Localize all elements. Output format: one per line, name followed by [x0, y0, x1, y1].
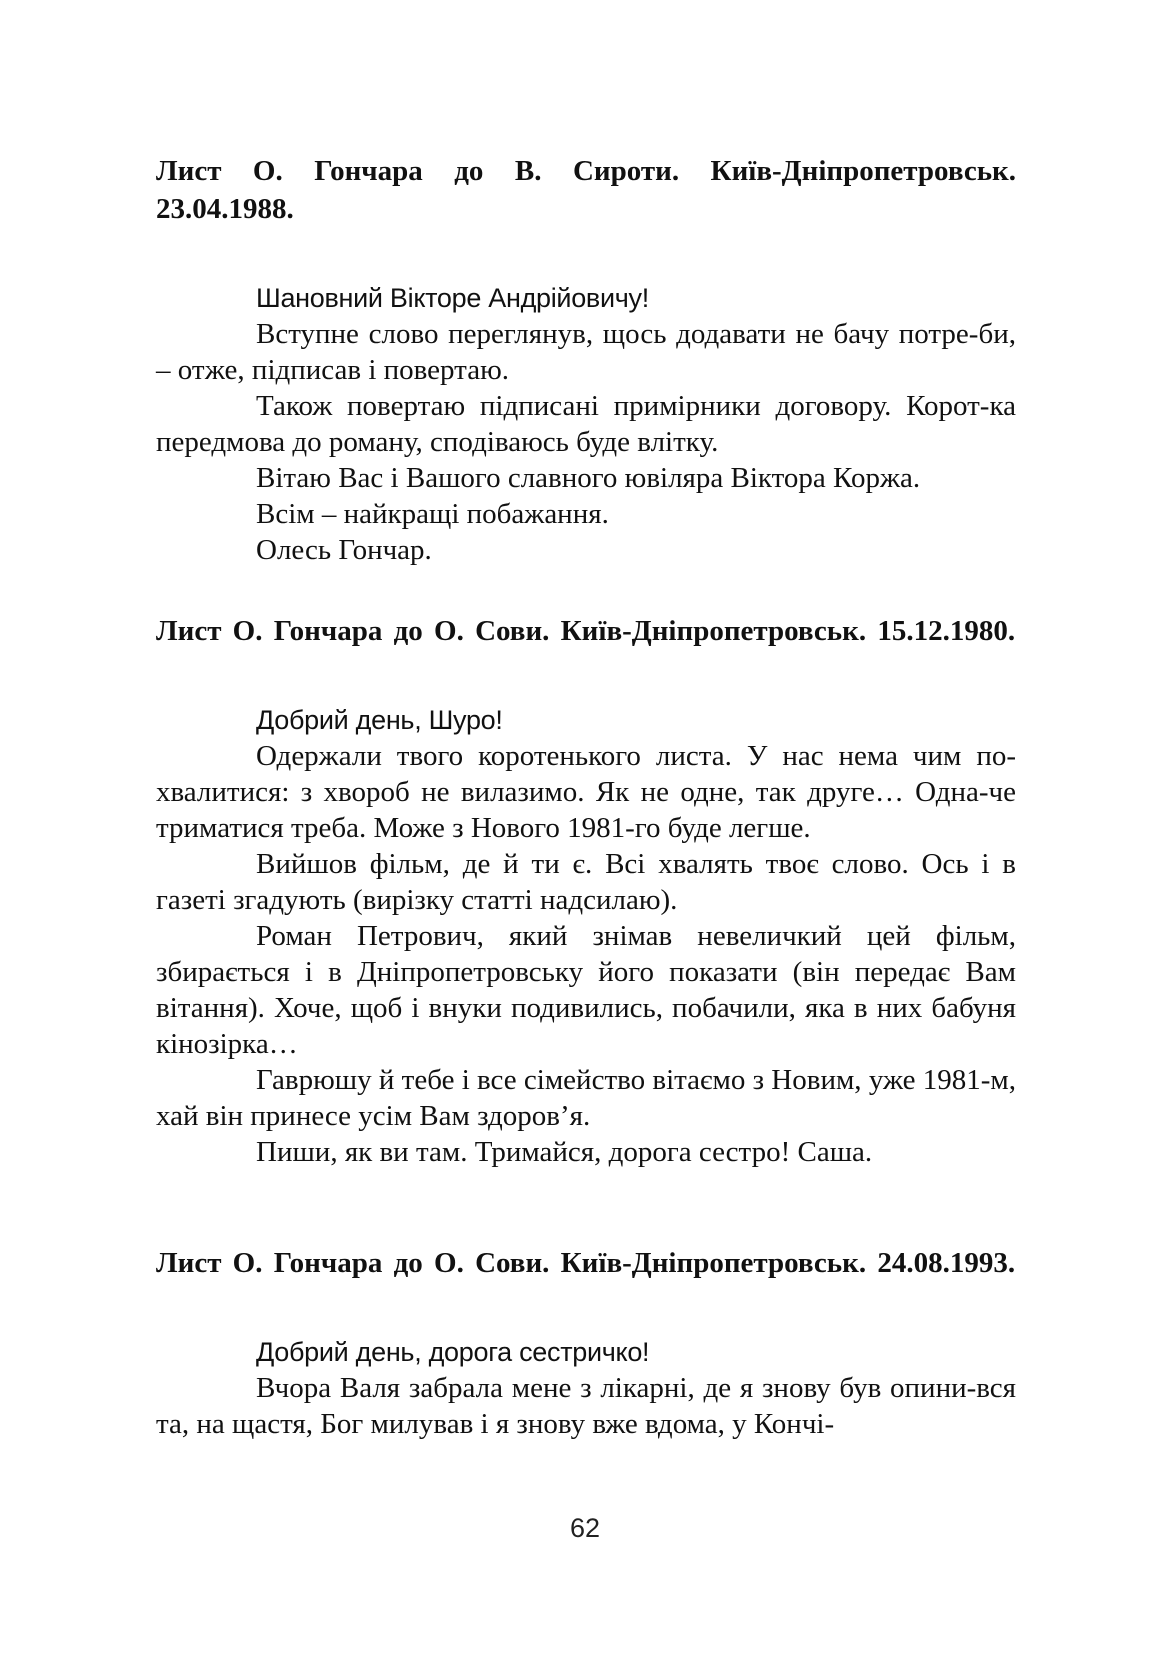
page-number: 62 — [569, 1513, 601, 1543]
letter-signature: Олесь Гончар. — [256, 534, 432, 566]
letter-paragraph: Вчора Валя забрала мене з лікарні, де я знову був опини-вся та, на щастя, Бог милував і я знову вже вдома, у Кончі- — [156, 1372, 1016, 1440]
document-page — [156, 0, 1016, 1654]
letter-heading: Лист О. Гончара до О. Сови. Київ-Дніпропетровськ. 15.12.1980. — [156, 615, 1016, 647]
letter-paragraph: Вступне слово переглянув, щось додавати не бачу потре-би, – отже, підписав і повертаю. — [156, 318, 1016, 386]
letter-body — [156, 702, 1016, 1170]
letter-greeting: Добрий день, дорога сестричко! — [256, 1337, 650, 1367]
letter-paragraph: Роман Петрович, який знімав невеличкий цей фільм, збирається і в Дніпропетровську його показати (він передає Вам вітання). Хоче, щоб і внуки подивились, побачили, яка в них бабуня кінозірка… — [156, 920, 1016, 1060]
letter-paragraph: Одержали твого коротенького листа. У нас нема чим по-хвалитися: з хвороб не вилазимо. Як не одне, так друге… Одна-че триматися треба. Може з Нового 1981-го буде легше. — [156, 740, 1016, 844]
letter-body — [156, 1334, 1016, 1442]
letter-paragraph: Вийшов фільм, де й ти є. Всі хвалять твоє слово. Ось і в газеті згадують (вирізку статті надсилаю). — [156, 848, 1016, 916]
letter-paragraph: Також повертаю підписані примірники договору. Корот-ка передмова до роману, сподіваюсь буде влітку. — [156, 390, 1016, 458]
letter-greeting: Добрий день, Шуро! — [256, 705, 503, 735]
letter-body — [156, 280, 1016, 568]
letter-paragraph: Гаврюшу й тебе і все сімейство вітаємо з Новим, уже 1981-м, хай він принесе усім Вам здоров’я. — [156, 1064, 1016, 1132]
letter-paragraph: Всім – найкращі побажання. — [256, 498, 609, 530]
letter-sova-1993 — [156, 1244, 1016, 1442]
letter-greeting: Шановний Вікторе Андрійовичу! — [256, 283, 649, 313]
letter-signature: Пиши, як ви там. Тримайся, дорога сестро! Саша. — [256, 1136, 873, 1168]
letter-heading: Лист О. Гончара до В. Сироти. Київ-Дніпропетровськ. 23.04.1988. — [156, 155, 1016, 225]
letter-sova-1980 — [156, 612, 1016, 1170]
letter-sirota-1988 — [156, 152, 1016, 568]
letter-paragraph: Вітаю Вас і Вашого славного ювіляра Віктора Коржа. — [256, 462, 921, 494]
letter-heading: Лист О. Гончара до О. Сови. Київ-Дніпропетровськ. 24.08.1993. — [156, 1247, 1016, 1279]
